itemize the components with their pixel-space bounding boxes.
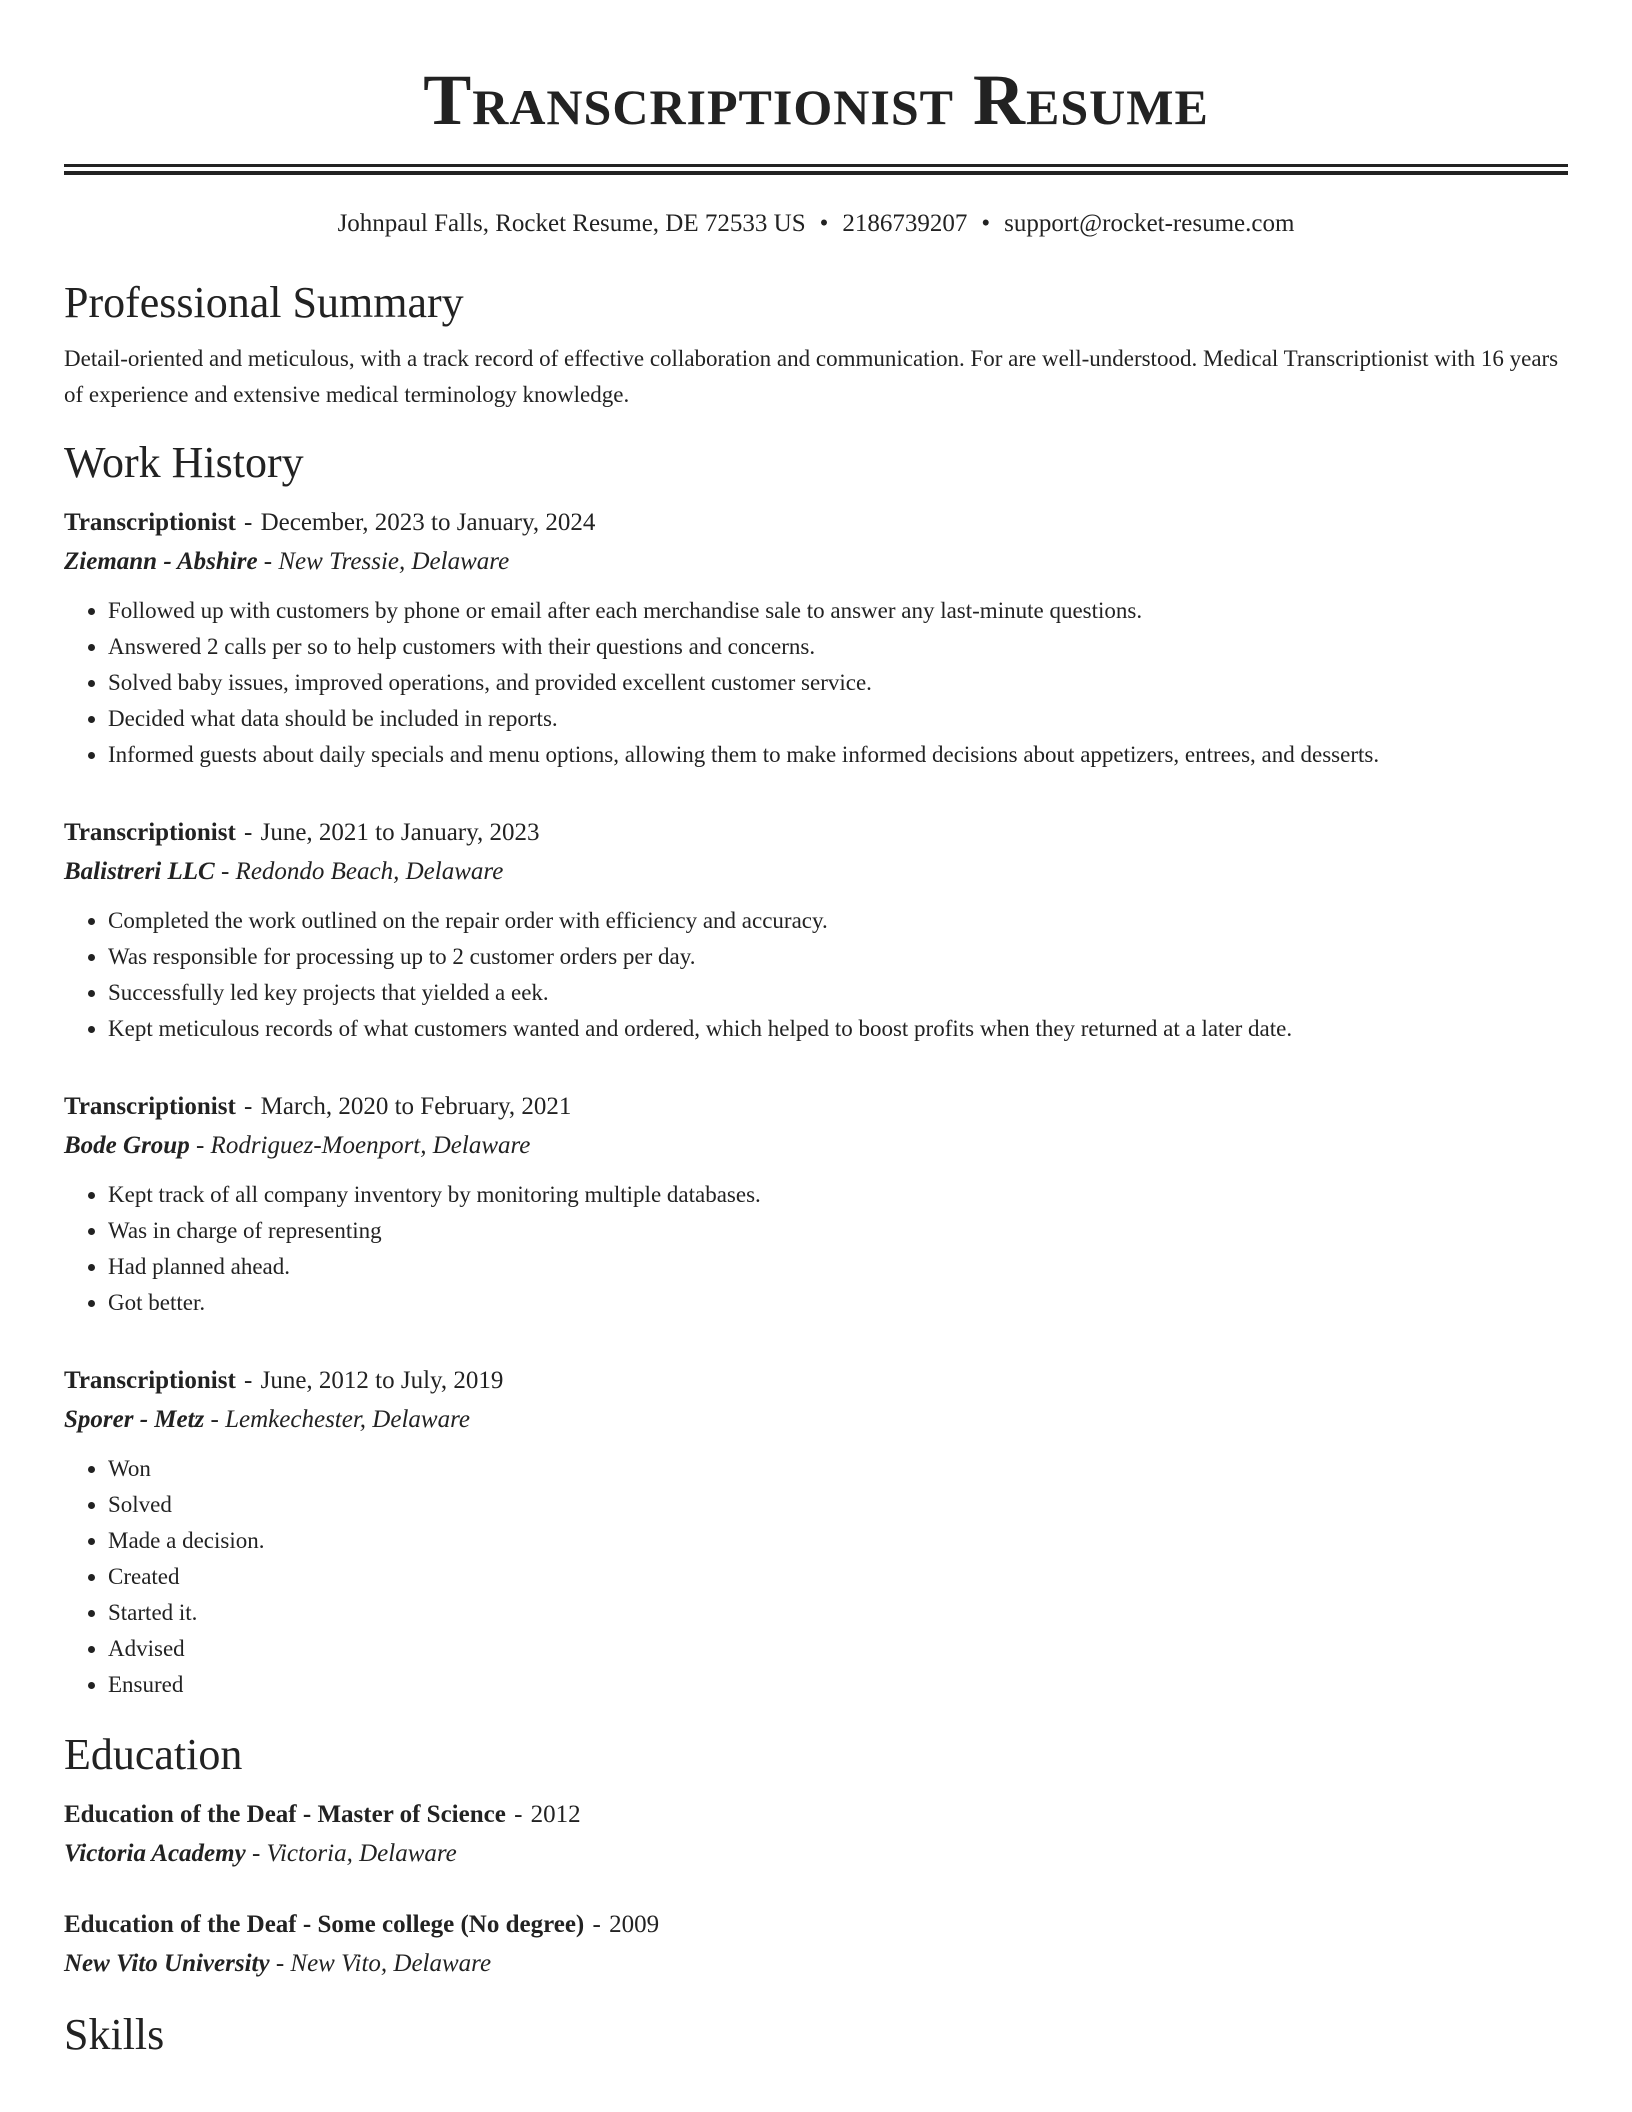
job-title: Transcriptionist [64,819,236,846]
job-bullet: • Answered 2 calls per so to help customers with their questions and concerns. [108,629,1568,665]
employer-line: Ziemann - Abshire - New Tressie, Delaware [64,548,510,575]
job-bullets [64,1451,1568,1703]
contact-separator: • [819,210,829,237]
employer-location: Lemkechester, Delaware [225,1406,470,1433]
job-dates: March, 2020 to February, 2021 [260,1093,572,1120]
job-bullet: • Advised [108,1631,1568,1667]
job-bullet: • Made a decision. [108,1523,1568,1559]
contact-line [64,207,1568,241]
job-bullet: • Had planned ahead. [108,1249,1568,1285]
education-entry [64,1795,1568,1873]
job-dates: June, 2021 to January, 2023 [260,819,540,846]
contact-address: Johnpaul Falls, Rocket Resume, DE 72533 US [337,210,806,237]
job-title: Transcriptionist [64,509,236,536]
employer-name: Bode Group [64,1132,190,1159]
job-title-line: Transcriptionist - June, 2021 to January, 2023 [64,819,540,846]
education-entry [64,1905,1568,1983]
degree-name: Education of the Deaf - Some college (No degree) [64,1911,585,1938]
job-dates: December, 2023 to January, 2024 [260,509,596,536]
job-bullet: • Successfully led key projects that yielded a eek. [108,975,1568,1011]
work-history-heading: Work History [64,438,304,487]
degree-year: 2009 [609,1911,660,1938]
job-dates: June, 2012 to July, 2019 [260,1367,504,1394]
employer-location: New Tressie, Delaware [278,548,510,575]
job-title: Transcriptionist [64,1367,236,1394]
employer-line: Bode Group - Rodriguez-Moenport, Delaware [64,1132,531,1159]
employer-location: Rodriguez-Moenport, Delaware [210,1132,531,1159]
job-bullet: • Solved [108,1487,1568,1523]
school-name: New Vito University [64,1950,270,1977]
job-title-line: Transcriptionist - March, 2020 to February, 2021 [64,1093,572,1120]
school-location: New Vito, Delaware [290,1950,492,1977]
employer-name: Sporer - Metz [64,1406,205,1433]
job-bullet: • Got better. [108,1285,1568,1321]
job-bullet: • Kept meticulous records of what customers wanted and ordered, which helped to boost profits when they returned at a later date. [108,1011,1568,1047]
job-entry [64,1361,1568,1703]
job-bullet: • Created [108,1559,1568,1595]
employer-line: Balistreri LLC - Redondo Beach, Delaware [64,858,504,885]
job-entry [64,503,1568,773]
job-bullet: • Was responsible for processing up to 2 customer orders per day. [108,939,1568,975]
job-title-line: Transcriptionist - December, 2023 to January, 2024 [64,509,596,536]
school-line: Victoria Academy - Victoria, Delaware [64,1840,457,1867]
job-bullets [64,593,1568,773]
job-bullet: • Started it. [108,1595,1568,1631]
job-entry [64,813,1568,1047]
contact-email[interactable]: support@rocket-resume.com [1004,210,1295,237]
contact-phone: 2186739207 [842,210,968,237]
school-line: New Vito University - New Vito, Delaware [64,1950,492,1977]
job-bullet: • Won [108,1451,1568,1487]
school-location: Victoria, Delaware [266,1840,457,1867]
job-bullets [64,903,1568,1047]
contact-separator: • [981,210,991,237]
employer-name: Balistreri LLC [64,858,215,885]
job-bullet: • Followed up with customers by phone or email after each merchandise sale to answer any last-minute questions. [108,593,1568,629]
job-bullet: • Completed the work outlined on the repair order with efficiency and accuracy. [108,903,1568,939]
job-bullet: • Informed guests about daily specials and menu options, allowing them to make informed decisions about appetizers, entrees, and desserts. [108,737,1568,773]
education-heading: Education [64,1730,243,1779]
job-bullet: • Decided what data should be included in reports. [108,701,1568,737]
job-bullet: • Solved baby issues, improved operations, and provided excellent customer service. [108,665,1568,701]
job-bullet: • Ensured [108,1667,1568,1703]
job-bullet: • Was in charge of representing [108,1213,1568,1249]
job-entry [64,1087,1568,1321]
degree-line: Education of the Deaf - Master of Science - 2012 [64,1801,581,1828]
skills-heading: Skills [64,2010,165,2059]
school-name: Victoria Academy [64,1840,246,1867]
employer-line: Sporer - Metz - Lemkechester, Delaware [64,1406,470,1433]
summary-text: Detail-oriented and meticulous, with a track record of effective collaboration and communication. For are well-understood. Medical Transcriptionist with 16 years of experience and extensive medical terminology knowledge. [64,346,1559,407]
employer-name: Ziemann - Abshire [64,548,258,575]
degree-name: Education of the Deaf - Master of Science [64,1801,506,1828]
degree-year: 2012 [530,1801,581,1828]
job-title: Transcriptionist [64,1093,236,1120]
summary-heading: Professional Summary [64,278,464,327]
employer-location: Redondo Beach, Delaware [235,858,504,885]
job-bullet: • Kept track of all company inventory by monitoring multiple databases. [108,1177,1568,1213]
title-double-rule [64,164,1568,175]
job-bullets [64,1177,1568,1321]
job-title-line: Transcriptionist - June, 2012 to July, 2019 [64,1367,504,1394]
resume-title: Transcriptionist Resume [423,60,1209,140]
degree-line: Education of the Deaf - Some college (No degree) - 2009 [64,1911,660,1938]
